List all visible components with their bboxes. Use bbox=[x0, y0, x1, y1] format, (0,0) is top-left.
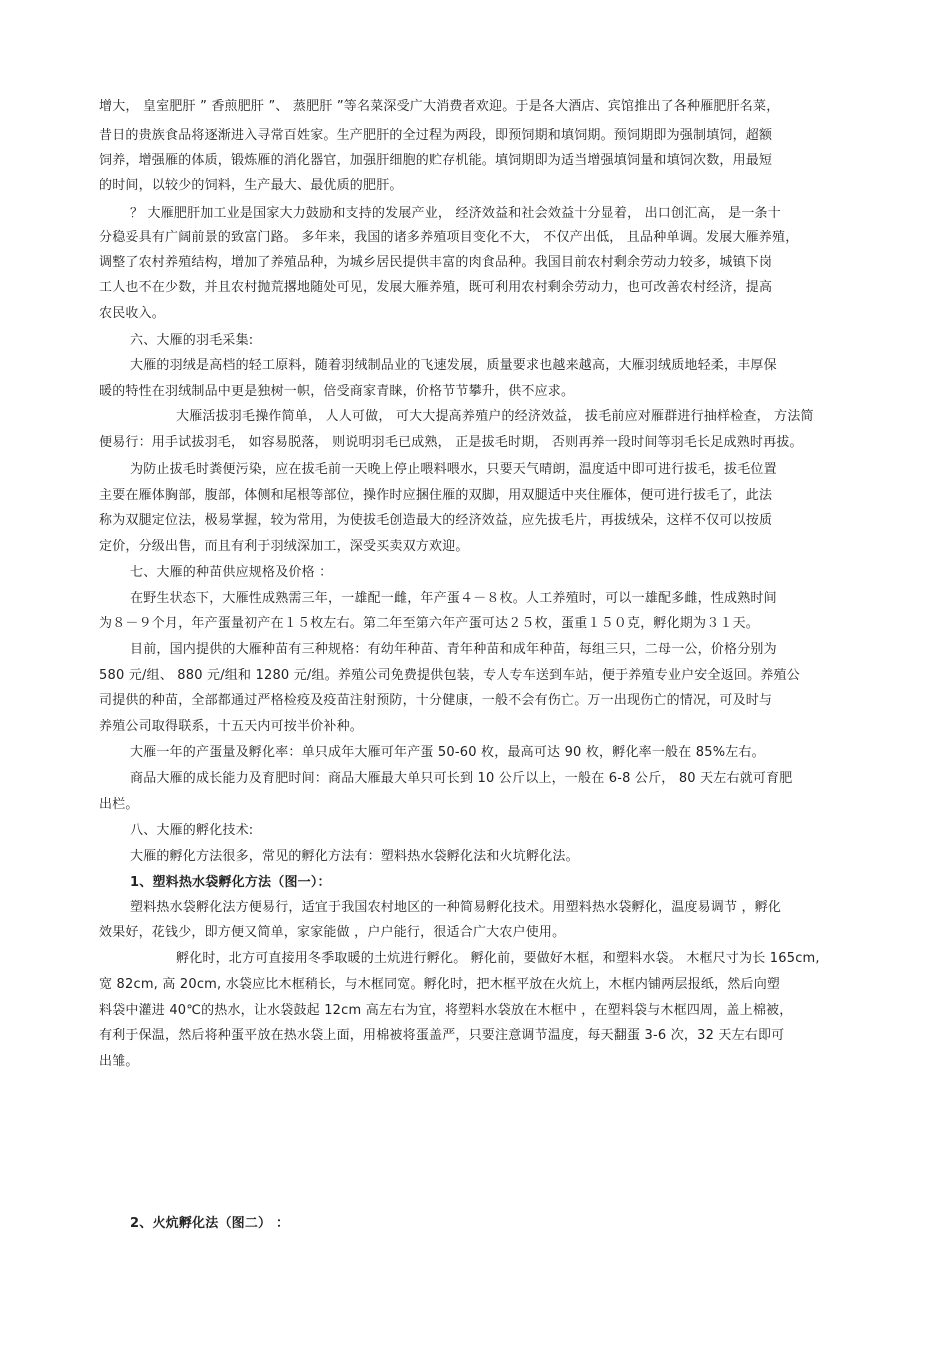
section-heading: 八、大雁的孵化技术: bbox=[130, 823, 254, 838]
text-line: 主要在雁体胸部，腹部，体侧和尾根等部位，操作时应捆住雁的双脚，用双腿适中夹住雁体，便可进行拔毛了，此法 bbox=[99, 488, 773, 503]
text-line: 增大， 皇室肥肝 ” 香煎肥肝 ”、 蒸肥肝 ”等名菜深受广大消费者欢迎。于是各大酒店、宾馆推出了各种雁肥肝名菜， bbox=[99, 99, 780, 114]
text-line: 为防止拔毛时粪便污染，应在拔毛前一天晚上停止喂料喂水，只要天气晴朗，温度适中即可进行拔毛，拔毛位置 bbox=[130, 462, 777, 477]
text-line: 在野生状态下，大雁性成熟需三年，一雄配一雌，年产蛋４－８枚。人工养殖时，可以一雄配多雌，性成熟时间 bbox=[130, 591, 777, 606]
text-line: 暖的特性在羽绒制品中更是独树一帜，倍受商家青睐，价格节节攀升，供不应求。 bbox=[99, 384, 575, 399]
text-line: 农民收入。 bbox=[99, 306, 166, 321]
text-line: 定价，分级出售，而且有利于羽绒深加工，深受买卖双方欢迎。 bbox=[99, 539, 469, 554]
text-line: 称为双腿定位法，极易掌握，较为常用，为使拔毛创造最大的经济效益，应先拔毛片，再拔绒朵，这样不仅可以按质 bbox=[99, 513, 773, 528]
text-line: 昔日的贵族食品将逐渐进入寻常百姓家。生产肥肝的全过程为两段，即预饲期和填饲期。预饲期即为强制填饲，超额 bbox=[99, 128, 773, 143]
text-line: 为８－９个月，年产蛋量初产在１５枚左右。第二年至第六年产蛋可达２５枚，蛋重１５０克，孵化期为３１天。 bbox=[99, 616, 760, 631]
text-line: 大雁的羽绒是高档的轻工原料，随着羽绒制品业的飞速发展，质量要求也越来越高，大雁羽绒质地轻柔，丰厚保 bbox=[130, 358, 777, 373]
text-line: 分稳妥具有广阔前景的致富门路。 多年来，我国的诸多养殖项目变化不大， 不仅产出低， 且品种单调。发展大雁养殖， bbox=[99, 230, 799, 245]
text-line: 580 元/组、 880 元/组和 1280 元/组。养殖公司免费提供包装，专人专车送到车站，便于养殖专业户安全返回。养殖公 bbox=[99, 668, 800, 683]
text-line: 大雁的孵化方法很多，常见的孵化方法有：塑料热水袋孵化法和火坑孵化法。 bbox=[130, 849, 579, 864]
text-line: 调整了农村养殖结构，增加了养殖品种，为城乡居民提供丰富的肉食品种。我国目前农村剩余劳动力较多，城镇下岗 bbox=[99, 255, 773, 270]
text-line: 养殖公司取得联系，十五天内可按半价补种。 bbox=[99, 719, 364, 734]
text-line: 饲养，增强雁的体质，锻炼雁的消化器官，加强肝细胞的贮存机能。填饲期即为适当增强填饲量和填饲次数，用最短 bbox=[99, 153, 773, 168]
text-line: 司提供的种苗，全部都通过严格检疫及疫苗注射预防，十分健康，一般不会有伤亡。万一出现伤亡的情况，可及时与 bbox=[99, 693, 773, 708]
text-line: 大雁一年的产蛋量及孵化率：单只成年大雁可年产蛋 50-60 枚，最高可达 90 枚，孵化率一般在 85%左右。 bbox=[130, 745, 765, 760]
text-line: 塑料热水袋孵化法方便易行，适宜于我国农村地区的一种简易孵化技术。用塑料热水袋孵化，温度易调节 ，孵化 bbox=[130, 900, 782, 915]
text-line: 大雁活拔羽毛操作简单， 人人可做， 可大大提高养殖户的经济效益， 拔毛前应对雁群进行抽样检查， 方法简 bbox=[176, 409, 814, 424]
text-line: 效果好，花钱少，即方便又简单，家家能做 ，户户能行，很适合广大农户使用。 bbox=[99, 925, 566, 940]
text-line: 目前，国内提供的大雁种苗有三种规格：有幼年种苗、青年种苗和成年种苗，每组三只，二母一公，价格分别为 bbox=[130, 642, 777, 657]
subsection-heading: 2、火炕孵化法（图二） ： bbox=[130, 1216, 290, 1231]
section-heading: 七、大雁的种苗供应规格及价格 ： bbox=[130, 565, 333, 580]
text-line: 宽 82cm, 高 20cm, 水袋应比木框稍长，与木框同宽。孵化时，把木框平放在火炕上，木框内铺两层报纸，然后向塑 bbox=[99, 977, 781, 992]
text-line: 的时间，以较少的饲料，生产最大、最优质的肥肝。 bbox=[99, 178, 403, 193]
text-line: 出雏。 bbox=[99, 1054, 139, 1069]
text-line: 出栏。 bbox=[99, 797, 139, 812]
text-line: 便易行：用手试拔羽毛， 如容易脱落， 则说明羽毛已成熟， 正是拔毛时期， 否则再养一段时间等羽毛长足成熟时再拔。 bbox=[99, 435, 803, 450]
subsection-heading: 1、塑料热水袋孵化方法（图一）： bbox=[130, 875, 331, 890]
text-line: 商品大雁的成长能力及育肥时间：商品大雁最大单只可长到 10 公斤以上，一般在 6-8 公斤， 80 天左右就可育肥 bbox=[130, 771, 793, 786]
text-line: 有利于保温，然后将种蛋平放在热水袋上面，用棉被将蛋盖严，只要注意调节温度，每天翻蛋 3-6 次，32 天左右即可 bbox=[99, 1028, 785, 1043]
text-line: 工人也不在少数，并且农村抛荒撂地随处可见，发展大雁养殖，既可利用农村剩余劳动力，也可改善农村经济，提高 bbox=[99, 280, 773, 295]
text-line: 孵化时，北方可直接用冬季取暖的土炕进行孵化。 孵化前，要做好木框，和塑料水袋。 木框尺寸为长 165cm, bbox=[176, 951, 820, 966]
text-line: 料袋中灌进 40℃的热水，让水袋鼓起 12cm 高左右为宜，将塑料水袋放在木框中 ，在塑料袋与木框四周，盖上棉被， bbox=[99, 1003, 793, 1018]
text-line: ？ 大雁肥肝加工业是国家大力鼓励和支持的发展产业， 经济效益和社会效益十分显着， 出口创汇高， 是一条十 bbox=[130, 206, 781, 221]
section-heading: 六、大雁的羽毛采集: bbox=[130, 333, 254, 348]
